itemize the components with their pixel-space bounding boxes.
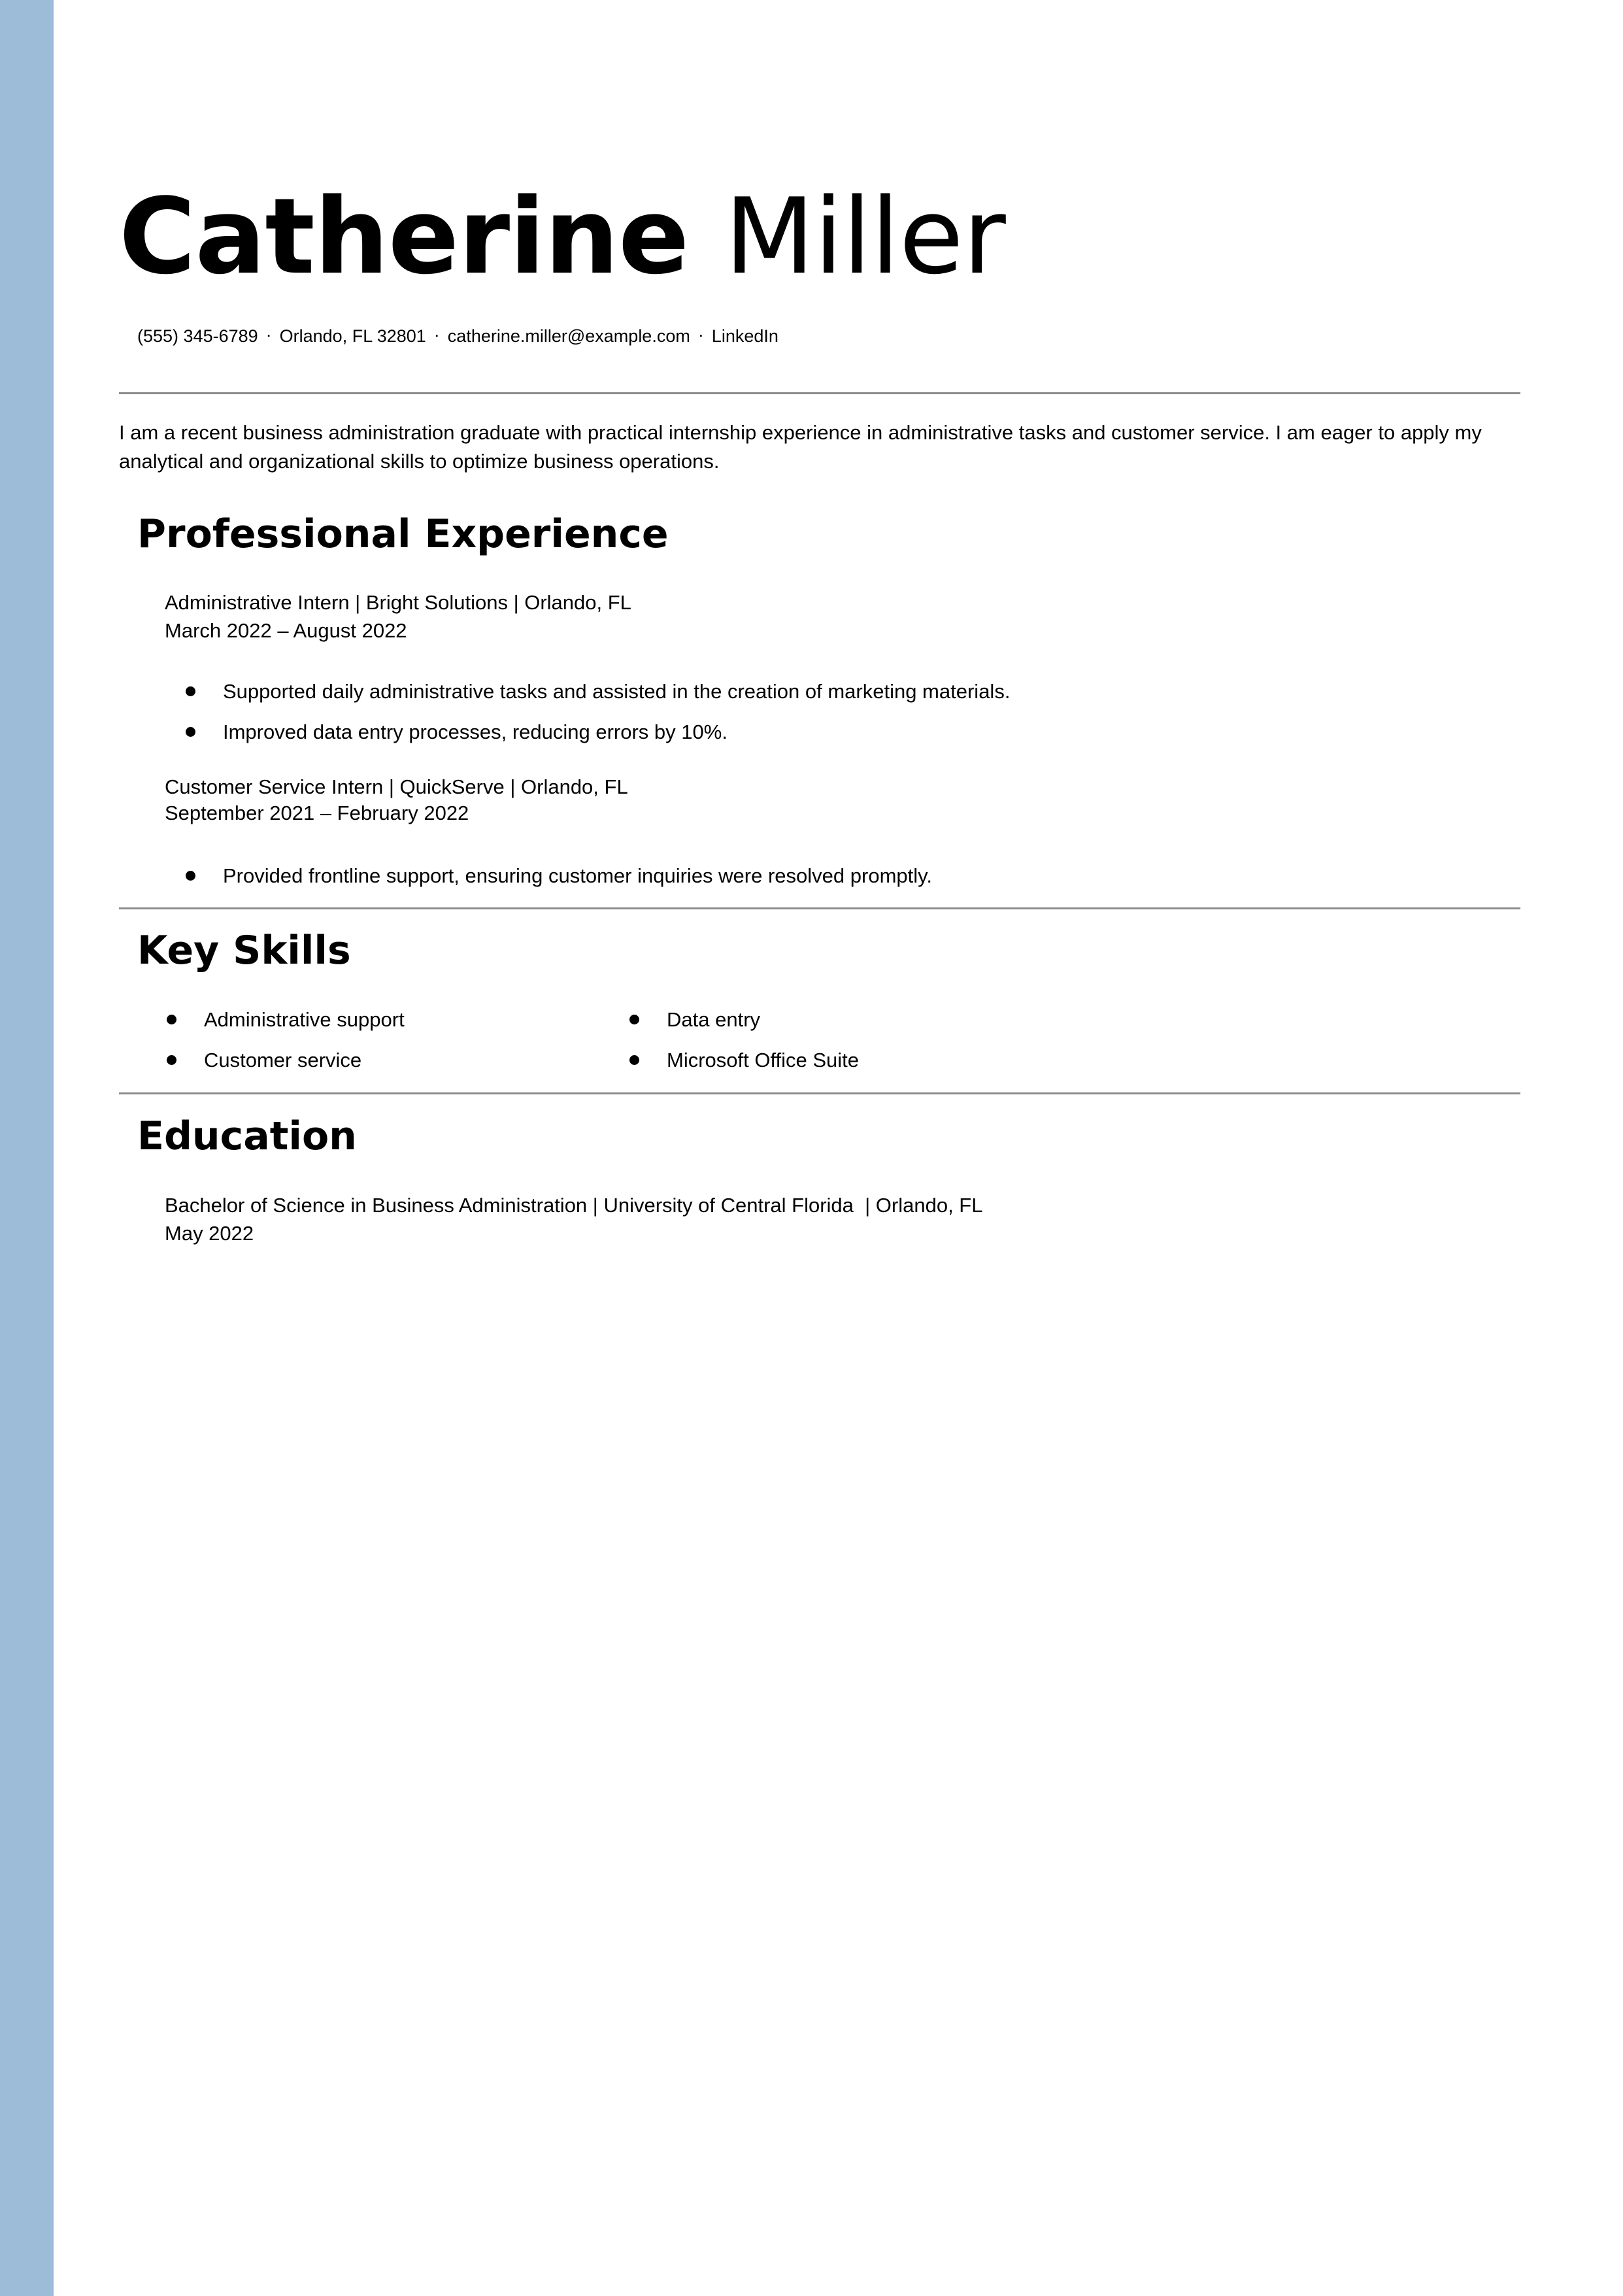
bullet-icon	[629, 1015, 639, 1024]
bullet-icon	[186, 871, 195, 881]
skill-text: Administrative support	[204, 1008, 405, 1031]
job-title: Customer Service Intern | QuickServe | Orlando, FL	[165, 775, 628, 798]
bullet-icon	[167, 1055, 176, 1065]
job-bullet-text: Improved data entry processes, reducing errors by 10%.	[223, 720, 728, 743]
contact-separator: ·	[265, 325, 272, 345]
education-heading: Education	[137, 1113, 357, 1159]
header-divider	[119, 392, 1520, 394]
bullet-icon	[186, 727, 195, 737]
section-divider	[119, 1092, 1520, 1094]
skill-text: Customer service	[204, 1049, 362, 1072]
first-name: Catherine	[119, 175, 689, 297]
bullet-icon	[186, 686, 195, 696]
education-entry-title: Bachelor of Science in Business Administration | University of Central Florida | Orlando, FL	[165, 1194, 983, 1217]
last-name: Miller	[724, 175, 1005, 297]
skill-text: Data entry	[667, 1008, 761, 1031]
job-bullet-text: Provided frontline support, ensuring customer inquiries were resolved promptly.	[223, 864, 932, 887]
skill-text: Microsoft Office Suite	[667, 1049, 860, 1072]
job-title: Administrative Intern | Bright Solutions | Orlando, FL	[165, 591, 631, 614]
contact-line	[137, 325, 778, 347]
job-dates: March 2022 – August 2022	[165, 619, 407, 642]
job-dates: September 2021 – February 2022	[165, 802, 469, 824]
contact-location: Orlando, FL 32801	[279, 326, 426, 346]
candidate-name	[119, 175, 1005, 297]
contact-phone: (555) 345-6789	[137, 326, 258, 346]
education-entry-date: May 2022	[165, 1222, 254, 1245]
bullet-icon	[629, 1055, 639, 1065]
section-divider	[119, 907, 1520, 909]
skills-heading: Key Skills	[137, 928, 351, 973]
contact-email[interactable]: catherine.miller@example.com	[447, 326, 690, 346]
summary-paragraph: I am a recent business administration graduate with practical internship experience in administrative tasks and customer service. I am eager to apply my analytical and organizational skills to optimize business operations.	[119, 421, 1482, 473]
bullet-icon	[167, 1015, 176, 1024]
contact-separator: ·	[433, 325, 440, 345]
contact-separator: ·	[697, 325, 704, 345]
contact-linkedin-link[interactable]: LinkedIn	[711, 326, 778, 346]
side-accent-bar	[0, 0, 54, 2296]
job-bullet-text: Supported daily administrative tasks and assisted in the creation of marketing materials.	[223, 680, 1011, 703]
experience-heading: Professional Experience	[137, 511, 669, 557]
